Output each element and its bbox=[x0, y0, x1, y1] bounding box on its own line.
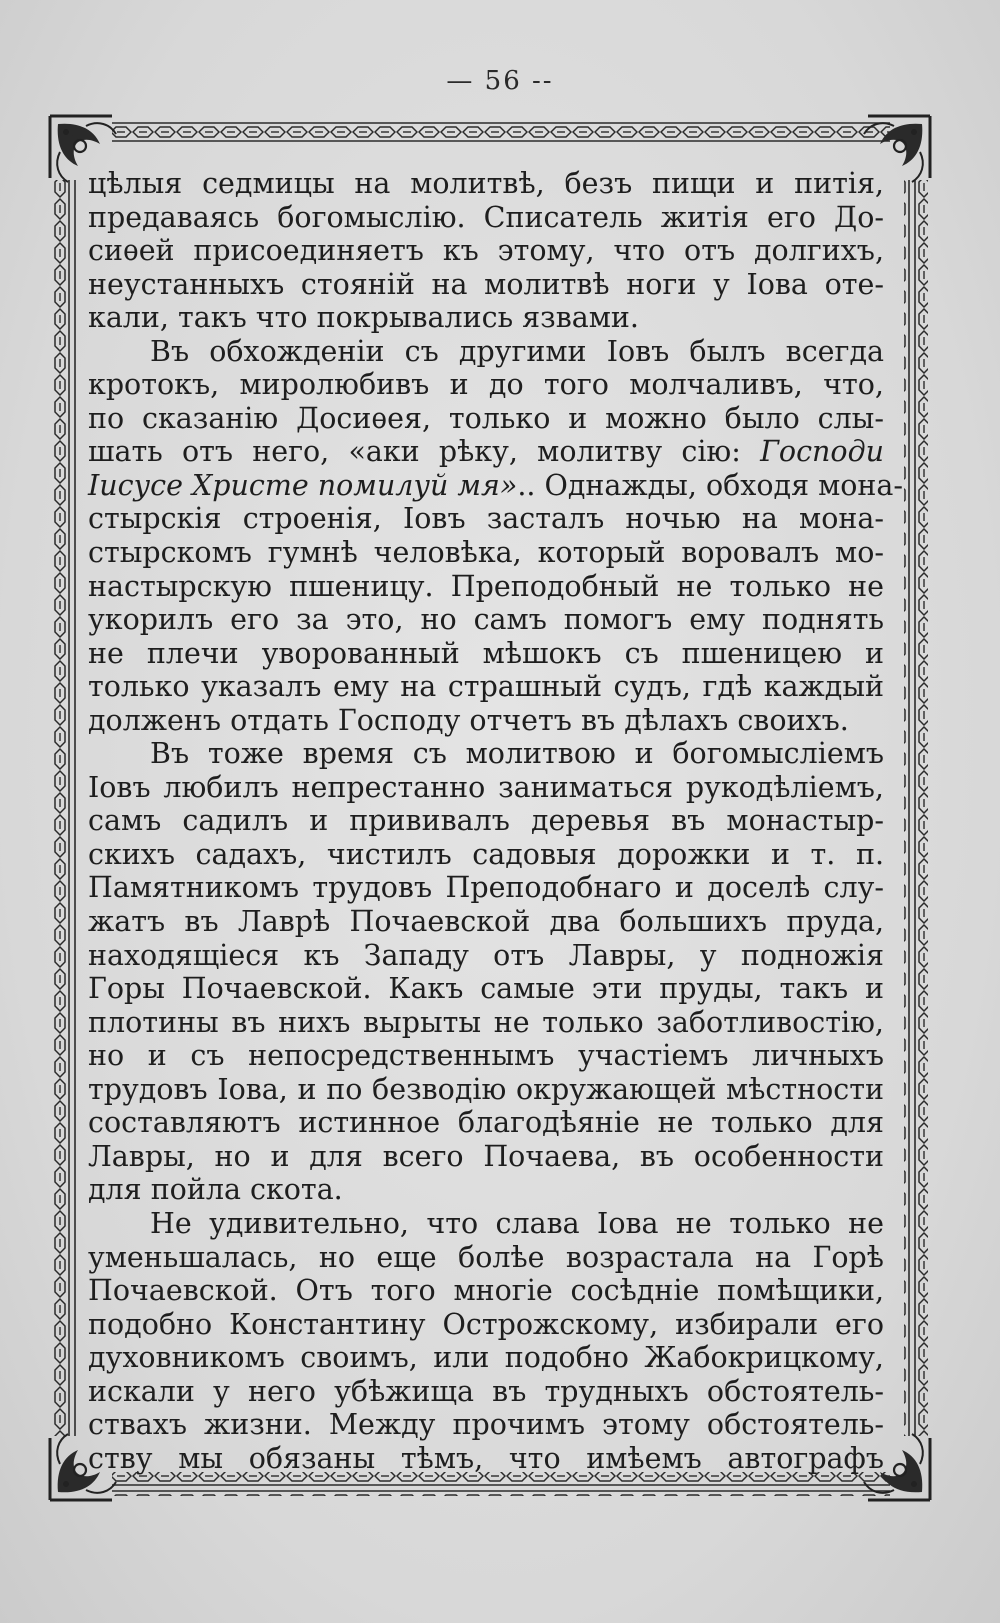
text-line: настырскую пшеницу. Преподобный не только не bbox=[88, 569, 884, 603]
text-line: Въ обхожденіи съ другими Іовъ былъ всегда bbox=[150, 334, 884, 368]
page-text bbox=[88, 167, 904, 1475]
text-line: Іовъ любилъ непрестанно заниматься рукодѣліемъ, bbox=[88, 770, 884, 804]
text-line: Почаевской. Отъ того многіе сосѣдніе помѣщики, bbox=[88, 1274, 884, 1308]
text-line: кротокъ, миролюбивъ и до того молчаливъ, что, bbox=[88, 368, 884, 402]
text-line-mixed bbox=[88, 468, 904, 503]
text-line: составляютъ истинное благодѣяніе не только для bbox=[88, 1106, 884, 1140]
frame-bottom-border bbox=[112, 1472, 890, 1496]
text-line: по сказанію Досиѳея, только и можно было слы- bbox=[88, 401, 884, 435]
text-line: цѣлыя седмицы на молитвѣ, безъ пищи и питія, bbox=[88, 167, 884, 200]
text-line: уменьшалась, но еще болѣе возрастала на Горѣ bbox=[88, 1240, 884, 1274]
text-line: стырскомъ гумнѣ человѣка, который воровалъ мо- bbox=[88, 536, 884, 570]
text-line-mixed bbox=[88, 435, 884, 469]
text-line: долженъ отдать Господу отчетъ въ дѣлахъ своихъ. bbox=[88, 703, 849, 737]
text-line: только указалъ ему на страшный судъ, гдѣ каждый bbox=[88, 670, 884, 704]
text-line: неустанныхъ стояній на молитвѣ ноги у Іова оте- bbox=[88, 267, 884, 301]
text-line: Лавры, но и для всего Почаева, въ особенности bbox=[88, 1139, 884, 1173]
text-line: укорилъ его за это, но самъ помогъ ему поднять bbox=[88, 603, 884, 637]
text-line: ствахъ жизни. Между прочимъ этому обстоятель- bbox=[88, 1408, 884, 1442]
text-line: искали у него убѣжища въ трудныхъ обстоятель- bbox=[88, 1374, 884, 1408]
frame-top-border bbox=[112, 118, 890, 142]
text-line: не плечи уворованный мѣшокъ съ пшеницею и bbox=[88, 636, 884, 670]
text-line: Горы Почаевской. Какъ самые эти пруды, такъ и bbox=[88, 972, 884, 1006]
text-line: сиѳей присоединяетъ къ этому, что отъ долгихъ, bbox=[88, 234, 884, 268]
italic-run: Господи bbox=[760, 435, 884, 469]
text-line: Памятникомъ трудовъ Преподобнаго и доселѣ слу- bbox=[88, 871, 884, 905]
text-line: предаваясь богомыслію. Списатель житія его До- bbox=[88, 200, 884, 234]
text-line: духовникомъ своимъ, или подобно Жабокрицкому, bbox=[88, 1341, 884, 1375]
text-line: кали, такъ что покрывались язвами. bbox=[88, 301, 639, 335]
text-line: но и съ непосредственнымъ участіемъ личныхъ bbox=[88, 1039, 884, 1073]
text-line: скихъ садахъ, чистилъ садовыя дорожки и т. п. bbox=[88, 837, 884, 871]
frame-right-border bbox=[904, 180, 928, 1436]
text-run: .. Однажды, обходя мона- bbox=[517, 468, 904, 502]
text-line: ству мы обязаны тѣмъ, что имѣемъ автографъ bbox=[88, 1441, 884, 1475]
italic-run: Іисусе Христе помилуй мя» bbox=[88, 468, 518, 502]
text-run: шать отъ него, «аки рѣку, молитву сію: bbox=[88, 435, 741, 469]
text-line: Не удивительно, что слава Іова не только не bbox=[150, 1206, 884, 1240]
page-number: — 56 -- bbox=[446, 66, 554, 96]
text-line: подобно Константину Острожскому, избирали его bbox=[88, 1307, 884, 1341]
text-line: плотины въ нихъ вырыты не только заботливостію, bbox=[88, 1005, 884, 1039]
text-line: находящіеся къ Западу отъ Лавры, у подножія bbox=[88, 938, 884, 972]
text-line: трудовъ Іова, и по безводію окружающей мѣстности bbox=[88, 1072, 884, 1106]
text-line: самъ садилъ и прививалъ деревья въ монастыр- bbox=[88, 804, 884, 838]
text-line: стырскія строенія, Іовъ засталъ ночью на мона- bbox=[88, 502, 884, 536]
text-line: Въ тоже время съ молитвою и богомысліемъ bbox=[150, 737, 884, 771]
frame-left-border bbox=[52, 180, 76, 1436]
text-line: для пойла скота. bbox=[88, 1173, 343, 1207]
text-line: жатъ въ Лаврѣ Почаевской два большихъ пруда, bbox=[88, 905, 884, 939]
